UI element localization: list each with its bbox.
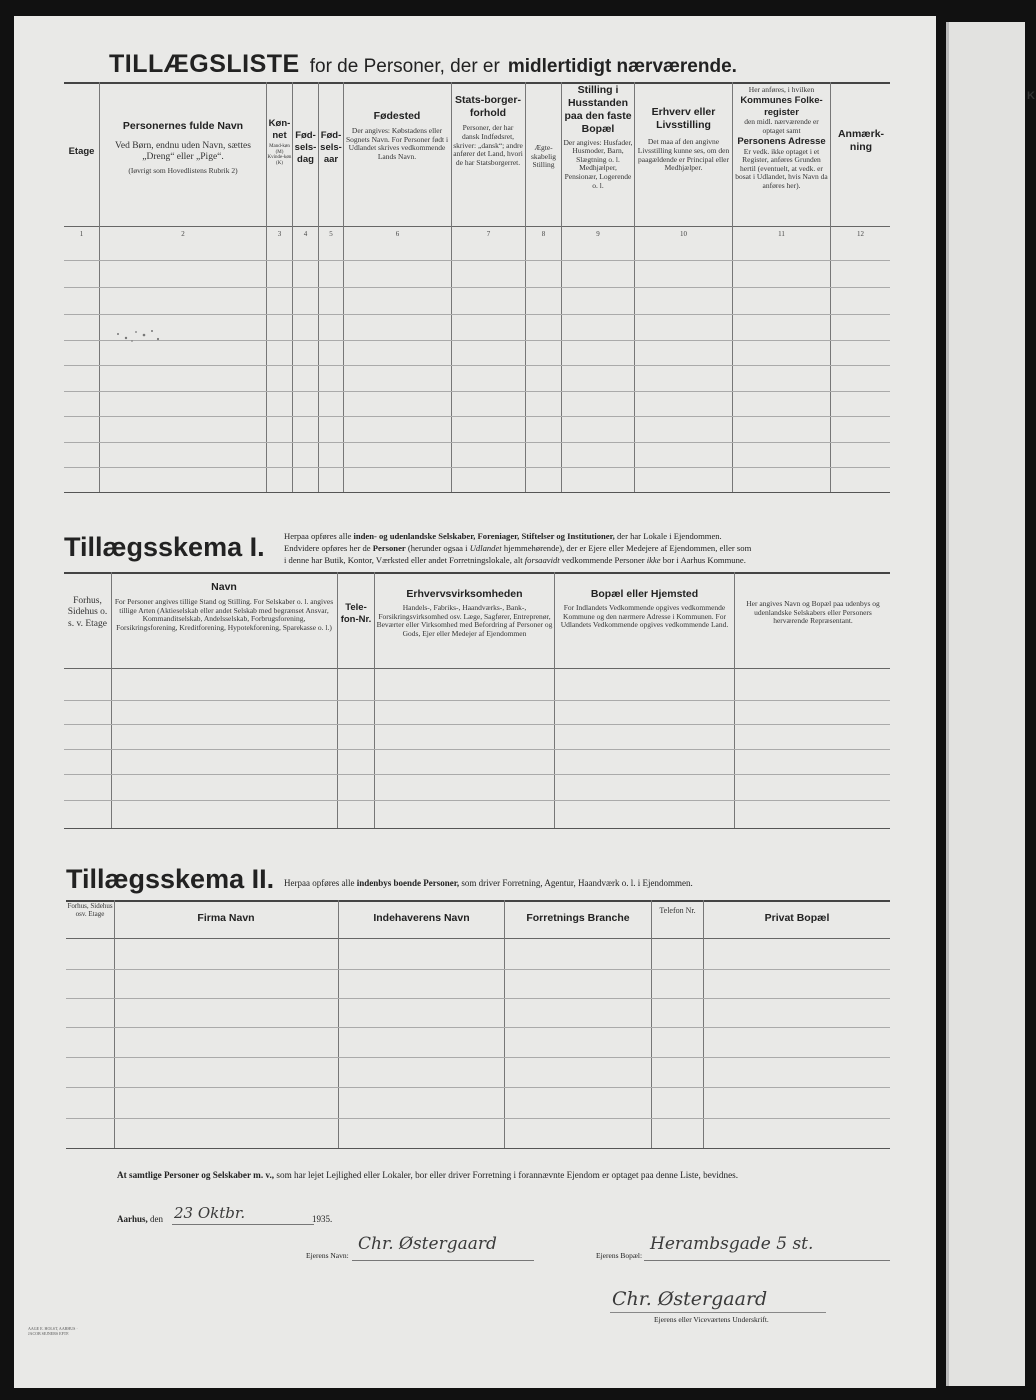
s1-col-residence-header: Bopæl eller Hjemsted For Indlandets Vedkommende opgives vedkommende Kommune og den nærmere Adresse i Kommunen. For Udlandets Vedkommende opgives vedkommende Land.: [560, 588, 729, 630]
year-label: 1935.: [312, 1214, 333, 1224]
s2-col-private-address-header: Privat Bopæl: [764, 912, 830, 924]
col-marital-header: Ægte-skabelig Stilling: [531, 143, 556, 170]
s2-col-owner-header: Indehaverens Navn: [373, 912, 470, 924]
signature-handwritten: Chr. Østergaard: [612, 1288, 768, 1310]
certification-text: At samtlige Personer og Selskaber m. v., som har lejet Lejlighed eller Lokaler, bor eller driver Forretning i forannævnte Ejendom er optaget paa denne Liste, bevidnes.: [117, 1170, 739, 1180]
col-number: 7: [486, 230, 491, 238]
date-handwritten: 23 Oktbr.: [174, 1204, 246, 1222]
col-birthyear-header: Fød-sels-aar: [320, 130, 342, 165]
col-birthday-header: Fød-sels-dag: [294, 130, 317, 165]
s1-col-business-header: Erhvervsvirksomheden Handels-, Fabriks-, Haandværks-, Bank-, Forsikringsvirksomhed osv. Læge, Sagfører, Entreprenør, Beværter eller Virksomhed med Befordring af Personer og Gods, Ejer eller Medejer af Ejendommen: [376, 588, 553, 638]
ink-smudge: [114, 326, 166, 346]
adjacent-page-edge: [946, 22, 1035, 1386]
schema-2-title: Tillægsskema II.: [66, 864, 275, 894]
main-title-bold2: midlertidigt nærværende.: [507, 56, 737, 77]
col-birthplace-header: Fødested Der angives: Købstadens eller Sognets Navn. For Personer født i Udlandet skrives vedkommende Lands Navn.: [345, 110, 449, 161]
col-occupation-header: Erhverv eller Livsstilling Det maa af den angivne Livsstilling kunne ses, om den paagældende er Principal eller Medhjælper.: [637, 106, 730, 173]
den-label: den: [150, 1214, 164, 1224]
col-gender-header: Køn-net Mand-køn (M) Kvinde-køn (K): [267, 118, 292, 166]
s2-col-etage-header: Forhus, Sidehus osv. Etage: [67, 902, 113, 919]
col-number: 8: [541, 230, 546, 238]
schema-1-description: Herpaa opføres alle inden- og udenlandske Selskaber, Foreniager, Stiftelser og Institutioner, der har Lokale i Ejendommen. Endvidere opføres her de Personer (herunder ogsaa i Udlandet hjemmehørende), der er Ejere eller Medejere af Ejendommen, eller som i denne har Butik, Kontor, Værksted eller andet Forretningslokale, alt forsaavidt vedkommende Personer ikke bor i Aarhus Kommune.: [284, 531, 752, 566]
col-number: 12: [857, 230, 864, 238]
col-number: 6: [395, 230, 400, 238]
place-label: Aarhus,: [117, 1214, 148, 1224]
col-register-header: Her anføres, i hvilken Kommunes Folke-register den midl. nærværende er optaget samt Personens Adresse Er vedk. ikke optaget i et Register, anføres Grunden hertil (eventuelt, at vedk. er bosat i Udlandet, hvis Navn da anføres her).: [735, 85, 828, 190]
form-page: [14, 16, 936, 1388]
s1-col-phone-header: Tele-fon-Nr.: [340, 602, 372, 625]
owner-address-label: Ejerens Bopæl:: [596, 1251, 643, 1260]
schema-2-description: Herpaa opføres alle indenbys boende Personer, som driver Forretning, Agentur, Haandværk o. l. i Ejendommen.: [284, 878, 693, 888]
owner-name-handwritten: Chr. Østergaard: [358, 1234, 497, 1254]
col-number: 2: [181, 230, 185, 238]
s1-col-etage-header: Forhus, Sidehus o. s. v. Etage: [67, 596, 108, 629]
s2-col-phone-header: Telefon Nr.: [659, 906, 696, 915]
col-number: 3: [277, 230, 282, 238]
col-household-header: Stilling i Husstanden paa den faste Bopæl Der angives: Husfader, Husmoder, Barn, Slægtning o. l. Medhjælper, Pensionær, Logerende o. l.: [563, 84, 633, 190]
owner-address-handwritten: Herambsgade 5 st.: [650, 1234, 814, 1254]
col-etage-header: Etage: [68, 146, 95, 157]
s2-col-branch-header: Forretnings Branche: [526, 912, 630, 924]
col-remarks-header: Anmærk-ning: [837, 128, 885, 154]
s2-col-firm-header: Firma Navn: [197, 912, 255, 924]
col-number: 4: [303, 230, 308, 238]
owner-name-label: Ejerens Navn:: [306, 1251, 349, 1260]
printer-imprint: AAGE E. HOLST, AARHUS · JACOB SEJNERS EFTF.: [28, 1326, 78, 1337]
main-title-normal: for de Personer, der er: [309, 56, 500, 77]
s1-col-name-header: Navn For Personer angives tillige Stand og Stilling. For Selskaber o. l. angives tillige Arten (Aktieselskab eller andet Selskab med begrænset Ansvar, Kommanditselskab, Andelsselskab, Forbrugsforening, Forsikringsforening, Kreditforening, Hypotekforening, Sparekasse o. l.): [114, 581, 334, 632]
date-line: [117, 1214, 163, 1224]
main-title-bold: TILLÆGSLISTE: [109, 50, 300, 78]
col-number: 5: [329, 230, 333, 238]
col-name-header: Personernes fulde Navn Ved Børn, endnu uden Navn, sættes „Dreng“ eller „Pige“. (Iøvrigt som Hovedlistens Rubrik 2): [115, 120, 251, 175]
s1-col-representative-header: Her angives Navn og Bopæl paa udenbys og udenlandske Selskabers eller Personers herværende Repræsentant.: [746, 599, 880, 626]
col-number: 11: [778, 230, 785, 238]
col-number: 1: [79, 230, 84, 238]
col-number: 10: [680, 230, 687, 238]
schema-1-title: Tillægsskema I.: [64, 532, 265, 562]
signature-label: Ejerens eller Viceværtens Underskrift.: [654, 1315, 769, 1324]
col-citizenship-header: Stats-borger-forhold Personer, der har dansk Indfødsret, skriver: „dansk“; andre anfører det Land, hvori de har Statsborgerret.: [453, 94, 523, 167]
adjacent-page-letter: K: [1027, 90, 1035, 102]
col-number: 9: [596, 230, 600, 238]
main-title: [109, 50, 929, 79]
